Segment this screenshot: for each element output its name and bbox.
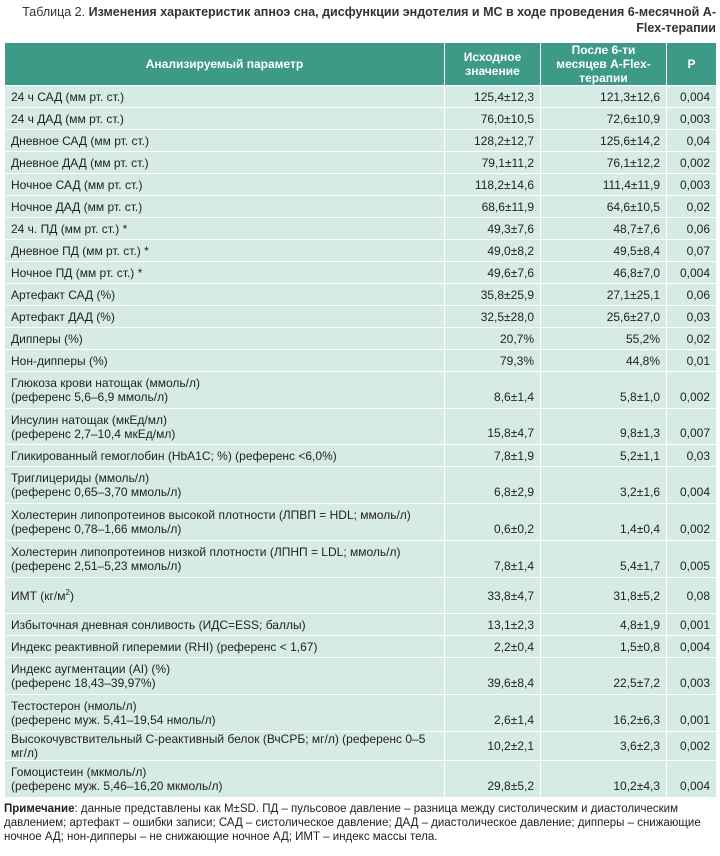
param-cell <box>5 732 445 761</box>
param-cell <box>5 695 445 732</box>
param-name: Высокочувствительный С-реактивный белок (ВчСРБ; мг/л) (референс 0–5 мг/л) <box>11 732 426 760</box>
param-cell <box>5 350 445 372</box>
baseline-cell: 7,8±1,9 <box>445 445 541 467</box>
table-row <box>5 636 717 658</box>
param-name: Ночное ДАД (мм рт. ст.) <box>11 199 143 214</box>
p-value-cell: 0,007 <box>667 409 717 445</box>
param-name: 24 ч. ПД (мм рт. ст.) * <box>11 221 128 236</box>
header-param: Анализируемый параметр <box>5 43 445 86</box>
baseline-cell: 49,3±7,6 <box>445 218 541 240</box>
baseline-cell: 2,2±0,4 <box>445 636 541 658</box>
table-row <box>5 130 717 152</box>
table-row <box>5 350 717 372</box>
param-name: Инсулин натощак (мкЕд/мл) <box>11 412 167 427</box>
param-reference: (референс 5,6–6,9 ммоль/л) <box>11 390 169 404</box>
after-cell: 9,8±1,3 <box>541 409 667 445</box>
param-cell <box>5 218 445 240</box>
param-cell <box>5 152 445 174</box>
table-row <box>5 174 717 196</box>
baseline-cell: 79,3% <box>445 350 541 372</box>
after-cell: 111,4±11,9 <box>541 174 667 196</box>
after-cell: 121,3±12,6 <box>541 86 667 108</box>
baseline-cell: 0,6±0,2 <box>445 504 541 541</box>
after-cell: 48,7±7,6 <box>541 218 667 240</box>
baseline-cell: 128,2±12,7 <box>445 130 541 152</box>
param-reference: (референс 2,7–10,4 мкЕд/мл) <box>11 426 176 441</box>
after-cell: 16,2±6,3 <box>541 695 667 732</box>
p-value-cell: 0,07 <box>667 240 717 262</box>
after-cell: 55,2% <box>541 328 667 350</box>
param-reference: (референс 18,43–39,97%) <box>11 676 156 690</box>
param-cell <box>5 86 445 108</box>
table-row <box>5 445 717 467</box>
baseline-cell: 20,7% <box>445 328 541 350</box>
p-value-cell: 0,004 <box>667 86 717 108</box>
baseline-cell: 49,0±8,2 <box>445 240 541 262</box>
p-value-cell: 0,002 <box>667 504 717 541</box>
table-row <box>5 240 717 262</box>
param-name: Гликированный гемоглобин (HbA1C; %) (референс <6,0%) <box>11 448 337 463</box>
header-after: После 6-ти месяцев A-Flex-терапии <box>541 43 667 86</box>
p-value-cell: 0,003 <box>667 174 717 196</box>
param-cell <box>5 504 445 541</box>
p-value-cell: 0,003 <box>667 108 717 130</box>
param-name: 24 ч САД (мм рт. ст.) <box>11 89 125 104</box>
table-row <box>5 614 717 636</box>
after-cell: 25,6±27,0 <box>541 306 667 328</box>
param-cell <box>5 541 445 578</box>
table-row <box>5 306 717 328</box>
param-name: Дневное САД (мм рт. ст.) <box>11 133 149 148</box>
param-name: Ночное САД (мм рт. ст.) <box>11 177 143 192</box>
baseline-cell: 7,8±1,4 <box>445 541 541 578</box>
param-cell <box>5 306 445 328</box>
param-reference: (референс 2,51–5,23 ммоль/л) <box>11 559 182 573</box>
p-value-cell: 0,04 <box>667 130 717 152</box>
p-value-cell: 0,003 <box>667 658 717 695</box>
table-row <box>5 152 717 174</box>
baseline-cell: 32,5±28,0 <box>445 306 541 328</box>
param-name: Артефакт ДАД (%) <box>11 309 115 324</box>
param-reference: (референс муж. 5,46–16,20 мкмоль/л) <box>11 779 223 793</box>
param-cell <box>5 240 445 262</box>
after-cell: 4,8±1,9 <box>541 614 667 636</box>
baseline-cell: 125,4±12,3 <box>445 86 541 108</box>
param-name: Дневное ДАД (мм рт. ст.) <box>11 155 149 170</box>
baseline-cell: 15,8±4,7 <box>445 409 541 445</box>
p-value-cell: 0,01 <box>667 350 717 372</box>
table-row <box>5 328 717 350</box>
param-cell <box>5 636 445 658</box>
baseline-cell: 13,1±2,3 <box>445 614 541 636</box>
param-cell <box>5 284 445 306</box>
baseline-cell: 29,8±5,2 <box>445 761 541 798</box>
param-name: Нон-дипперы (%) <box>11 353 108 368</box>
baseline-cell: 76,0±10,5 <box>445 108 541 130</box>
p-value-cell: 0,002 <box>667 152 717 174</box>
after-cell: 49,5±8,4 <box>541 240 667 262</box>
param-cell <box>5 467 445 504</box>
results-table <box>4 42 717 798</box>
caption-label: Таблица 2. <box>22 5 86 19</box>
after-cell: 64,6±10,5 <box>541 196 667 218</box>
param-name: ИМТ (кг/м <box>11 588 66 603</box>
table-row <box>5 695 717 732</box>
param-cell <box>5 409 445 445</box>
table-note <box>4 802 712 844</box>
param-name: 24 ч ДАД (мм рт. ст.) <box>11 111 124 126</box>
param-cell <box>5 372 445 409</box>
after-cell: 3,6±2,3 <box>541 732 667 761</box>
after-cell: 72,6±10,9 <box>541 108 667 130</box>
param-name: Тестостерон (нмоль/л) <box>11 699 137 713</box>
note-label: Примечание <box>4 803 75 815</box>
param-name: Триглицериды (ммоль/л) <box>11 471 150 485</box>
table-row <box>5 86 717 108</box>
p-value-cell: 0,005 <box>667 541 717 578</box>
param-cell <box>5 578 445 614</box>
after-cell: 1,4±0,4 <box>541 504 667 541</box>
param-reference: (референс 0,78–1,66 ммоль/л) <box>11 522 182 536</box>
param-cell <box>5 761 445 798</box>
param-name: Индекс аугментации (AI) (%) <box>11 662 171 676</box>
param-cell <box>5 614 445 636</box>
after-cell: 1,5±0,8 <box>541 636 667 658</box>
table-row <box>5 108 717 130</box>
header-p: Р <box>667 43 717 86</box>
table-caption <box>4 4 716 36</box>
param-name: Дневное ПД (мм рт. ст.) * <box>11 243 149 258</box>
table-row <box>5 196 717 218</box>
p-value-cell: 0,001 <box>667 695 717 732</box>
table-row <box>5 504 717 541</box>
p-value-cell: 0,004 <box>667 262 717 284</box>
param-reference: (референс 0,65–3,70 ммоль/л) <box>11 485 182 499</box>
baseline-cell: 8,6±1,4 <box>445 372 541 409</box>
table-row <box>5 218 717 240</box>
param-cell <box>5 174 445 196</box>
param-name: Индекс реактивной гиперемии (RHI) (референс < 1,67) <box>11 639 318 654</box>
table-row <box>5 372 717 409</box>
p-value-cell: 0,06 <box>667 218 717 240</box>
baseline-cell: 39,6±8,4 <box>445 658 541 695</box>
p-value-cell: 0,02 <box>667 196 717 218</box>
p-value-cell: 0,03 <box>667 445 717 467</box>
baseline-cell: 79,1±11,2 <box>445 152 541 174</box>
param-cell <box>5 658 445 695</box>
table-row <box>5 541 717 578</box>
baseline-cell: 2,6±1,4 <box>445 695 541 732</box>
param-reference: (референс муж. 5,41–19,54 нмоль/л) <box>11 713 216 727</box>
baseline-cell: 68,6±11,9 <box>445 196 541 218</box>
after-cell: 5,8±1,0 <box>541 372 667 409</box>
table-row <box>5 467 717 504</box>
p-value-cell: 0,08 <box>667 578 717 614</box>
after-cell: 76,1±12,2 <box>541 152 667 174</box>
table-body <box>5 86 717 798</box>
param-name-end: ) <box>69 588 74 603</box>
table-row <box>5 732 717 761</box>
param-cell <box>5 196 445 218</box>
baseline-cell: 118,2±14,6 <box>445 174 541 196</box>
note-text: : данные представлены как M±SD. ПД – пульсовое давление – разница между систолическим и диастолическим давлением; артефакт – ошибки записи; САД – систолическое давление; ДАД – диастолическое давление; дипперы – снижающие ночное АД; нон-дипперы – не снижающие ночное АД; ИМТ – индекс массы тела. <box>4 803 701 843</box>
param-name: Артефакт САД (%) <box>11 287 116 302</box>
p-value-cell: 0,03 <box>667 306 717 328</box>
table-row <box>5 262 717 284</box>
baseline-cell: 10,2±2,1 <box>445 732 541 761</box>
table-row <box>5 284 717 306</box>
after-cell: 31,8±5,2 <box>541 578 667 614</box>
after-cell: 10,2±4,3 <box>541 761 667 798</box>
table-row <box>5 578 717 614</box>
p-value-cell: 0,002 <box>667 732 717 761</box>
after-cell: 44,8% <box>541 350 667 372</box>
baseline-cell: 49,6±7,6 <box>445 262 541 284</box>
after-cell: 3,2±1,6 <box>541 467 667 504</box>
p-value-cell: 0,002 <box>667 372 717 409</box>
param-name: Холестерин липопротеинов высокой плотности (ЛПВП = HDL; ммоль/л) <box>11 508 411 522</box>
p-value-cell: 0,06 <box>667 284 717 306</box>
table-row <box>5 409 717 445</box>
table-row <box>5 761 717 798</box>
param-name: Глюкоза крови натощак (ммоль/л) <box>11 376 200 390</box>
param-cell <box>5 328 445 350</box>
param-name: Холестерин липопротеинов низкой плотности (ЛПНП = LDL; ммоль/л) <box>11 545 401 559</box>
caption-title: Изменения характеристик апноэ сна, дисфункции эндотелия и МС в ходе проведения 6-месячной A-Flex-терапии <box>88 5 716 35</box>
param-cell <box>5 262 445 284</box>
param-name: Дипперы (%) <box>11 331 83 346</box>
after-cell: 125,6±14,2 <box>541 130 667 152</box>
param-cell <box>5 445 445 467</box>
param-cell <box>5 130 445 152</box>
table-header-row <box>5 43 717 86</box>
param-cell <box>5 108 445 130</box>
header-baseline: Исходное значение <box>445 43 541 86</box>
after-cell: 5,2±1,1 <box>541 445 667 467</box>
p-value-cell: 0,004 <box>667 636 717 658</box>
p-value-cell: 0,004 <box>667 467 717 504</box>
baseline-cell: 35,8±25,9 <box>445 284 541 306</box>
param-name: Избыточная дневная сонливость (ИДС=ESS; баллы) <box>11 617 306 632</box>
param-name: Гомоцистеин (мкмоль/л) <box>11 765 147 779</box>
param-name: Ночное ПД (мм рт. ст.) * <box>11 265 143 280</box>
after-cell: 5,4±1,7 <box>541 541 667 578</box>
baseline-cell: 33,8±4,7 <box>445 578 541 614</box>
param-superscript: 2 <box>65 587 70 597</box>
after-cell: 46,8±7,0 <box>541 262 667 284</box>
baseline-cell: 6,8±2,9 <box>445 467 541 504</box>
p-value-cell: 0,001 <box>667 614 717 636</box>
p-value-cell: 0,004 <box>667 761 717 798</box>
after-cell: 22,5±7,2 <box>541 658 667 695</box>
p-value-cell: 0,02 <box>667 328 717 350</box>
after-cell: 27,1±25,1 <box>541 284 667 306</box>
table-row <box>5 658 717 695</box>
